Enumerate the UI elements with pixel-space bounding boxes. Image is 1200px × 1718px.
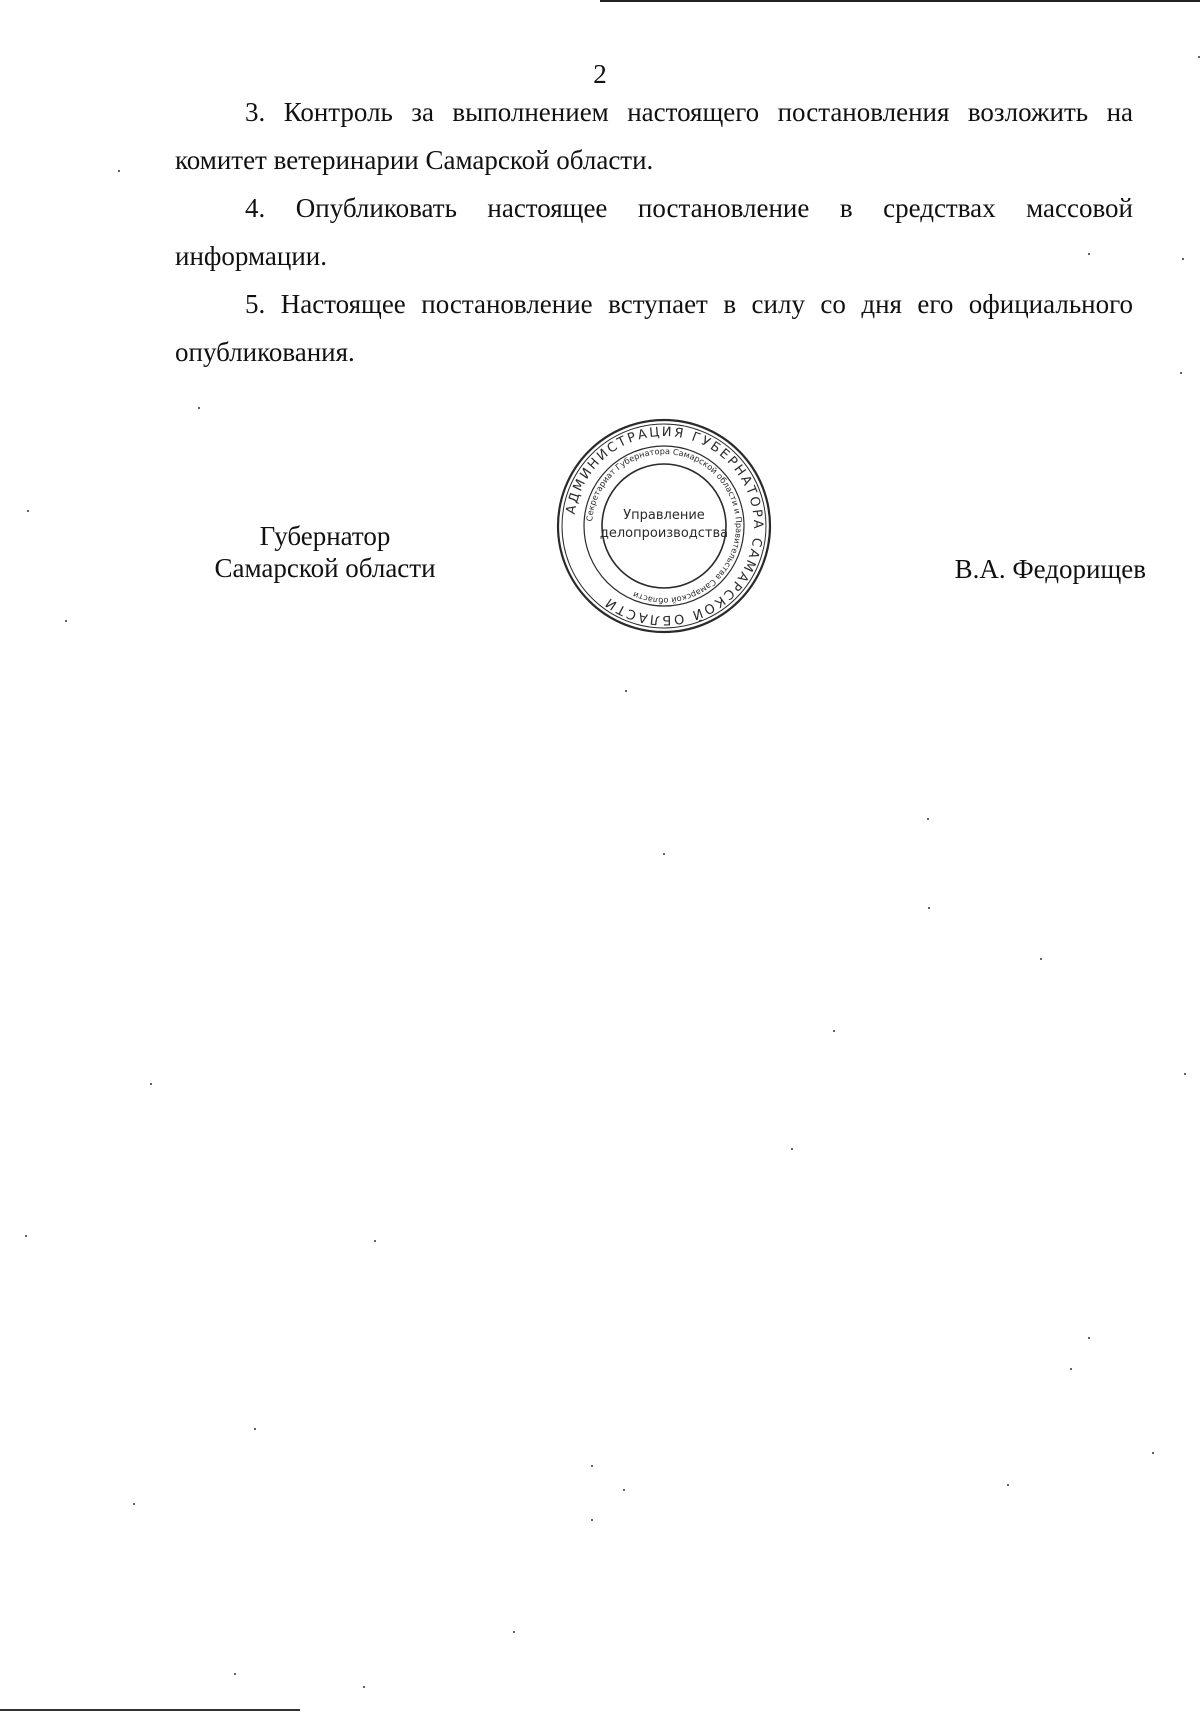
official-seal — [553, 415, 775, 637]
scan-speck — [513, 1631, 515, 1633]
scan-speck — [198, 407, 200, 409]
scan-speck — [374, 1240, 376, 1242]
signatory-name: В.А. Федорищев — [954, 554, 1146, 584]
scan-speck — [591, 1465, 593, 1467]
seal-outer-text: АДМИНИСТРАЦИЯ ГУБЕРНАТОРА САМАРСКОЙ ОБЛАСТИ — [563, 424, 766, 628]
scan-speck — [625, 690, 627, 692]
seal-center-line1: Управление — [623, 508, 705, 523]
scan-speck — [254, 1428, 256, 1430]
scan-speck — [1088, 1337, 1090, 1339]
scan-speck — [1182, 258, 1184, 260]
scan-speck — [1180, 372, 1182, 374]
scan-speck — [928, 907, 930, 909]
scan-speck — [591, 1519, 593, 1521]
scan-speck — [363, 1686, 365, 1688]
signatory-position — [190, 520, 460, 584]
scan-speck — [1040, 958, 1042, 960]
scan-speck — [1152, 1452, 1154, 1454]
signatory-region: Самарской области — [214, 553, 436, 583]
scan-speck — [65, 620, 67, 622]
scan-speck — [663, 853, 665, 855]
scan-speck — [25, 1235, 27, 1237]
scan-speck — [791, 1148, 793, 1150]
paragraph-5: 5. Настоящее постановление вступает в силу со дня его официального опубликования. — [175, 289, 1133, 367]
scan-speck — [623, 1489, 625, 1491]
scan-speck — [133, 1503, 135, 1505]
paragraph-4: 4. Опубликовать настоящее постановление в средствах массовой информации. — [175, 193, 1133, 271]
signatory-title: Губернатор — [259, 521, 391, 551]
scan-edge-top — [600, 0, 1200, 2]
scan-speck — [927, 818, 929, 820]
scan-speck — [150, 1083, 152, 1085]
page-number: 2 — [593, 59, 607, 89]
scan-speck — [1070, 1368, 1072, 1370]
seal-graphic — [553, 415, 775, 637]
scan-speck — [1007, 1484, 1009, 1486]
seal-middle-text: Секретариат Губернатора Самарской области и Правительства Самарской области — [584, 445, 745, 607]
scan-speck — [1088, 253, 1090, 255]
scan-speck — [234, 1673, 236, 1675]
scan-speck — [27, 510, 29, 512]
scan-speck — [1184, 1073, 1186, 1075]
seal-center-line2: делопроизводства — [599, 526, 729, 541]
scan-speck — [118, 170, 120, 172]
paragraph-3: 3. Контроль за выполнением настоящего постановления возложить на комитет ветеринарии Самарской области. — [175, 97, 1133, 175]
scan-speck — [833, 1030, 835, 1032]
document-body — [175, 88, 1133, 376]
scan-edge-bottom — [0, 1709, 300, 1711]
